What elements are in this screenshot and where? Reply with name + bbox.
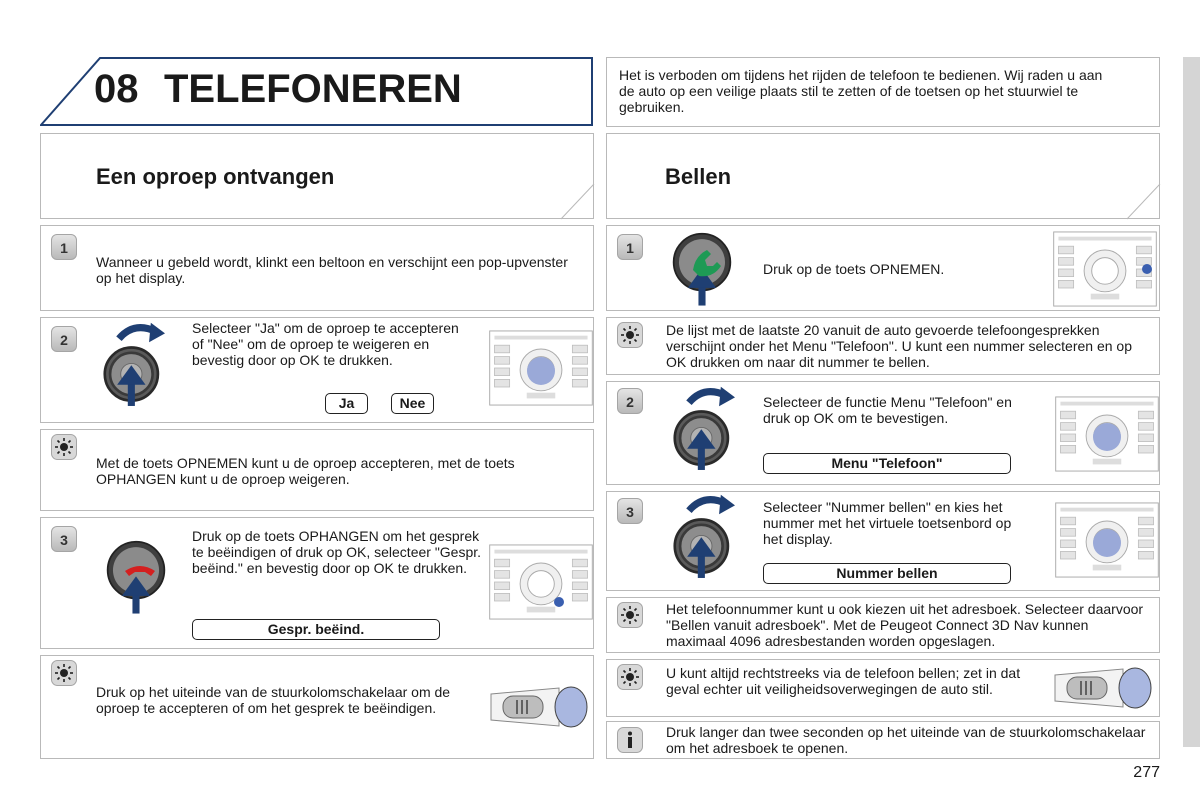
- radio-panel-icon: [1053, 396, 1161, 472]
- right-tip3-box: [606, 659, 1160, 717]
- tip-bulb-icon: [617, 602, 643, 628]
- yes-button[interactable]: Ja: [325, 393, 368, 414]
- step-badge-3: 3: [617, 498, 643, 524]
- right-step1-box: [606, 225, 1160, 311]
- answer-button-icon: [671, 228, 733, 314]
- step-badge-2: 2: [51, 326, 77, 352]
- left-tip2-text: Druk op het uiteinde van de stuurkolomschakelaar om de oproep te accepteren of om het gesprek te beëindigen.: [96, 684, 451, 716]
- left-step2-box: [40, 317, 594, 423]
- no-button[interactable]: Nee: [391, 393, 434, 414]
- info-icon: [617, 727, 643, 753]
- step-badge-1: 1: [617, 234, 643, 260]
- chapter-header: [40, 57, 594, 127]
- radio-panel-icon: [1051, 231, 1159, 307]
- left-tip2-box: [40, 655, 594, 759]
- tip-bulb-icon: [617, 664, 643, 690]
- right-step2-box: [606, 381, 1160, 485]
- radio-panel-icon: [487, 544, 595, 620]
- rotary-knob-icon: [673, 492, 735, 586]
- right-tip1-box: [606, 317, 1160, 375]
- left-step3-text: Druk op de toets OPHANGEN om het gesprek te beëindigen of druk op OK, selecteer "Gespr. beëind." en bevestig door op OK te drukken.: [192, 528, 482, 576]
- right-tip3-text: U kunt altijd rechtstreeks via de telefoon bellen; zet in dat geval echter uit veiligheidsoverwegingen de auto stil.: [666, 665, 1021, 697]
- left-step2-text: Selecteer "Ja" om de oproep te accepteren of "Nee" om de oproep te weigeren en bevestig door op OK te drukken.: [192, 320, 459, 368]
- end-call-button[interactable]: Gespr. beëind.: [192, 619, 440, 640]
- right-tip2-text: Het telefoonnummer kunt u ook kiezen uit het adresboek. Selecteer daarvoor "Bellen vanuit adresboek". Met de Peugeot Connect 3D Nav kunnen maximaal 4096 adresbestanden worden opgeslagen.: [666, 601, 1144, 649]
- step-badge-2: 2: [617, 388, 643, 414]
- radio-panel-icon: [1053, 502, 1161, 578]
- left-step1-text: Wanneer u gebeld wordt, klinkt een beltoon en verschijnt een pop-upvenster op het display.: [96, 254, 568, 286]
- warning-box: [606, 57, 1160, 127]
- left-tip1-text: Met de toets OPNEMEN kunt u de oproep accepteren, met de toets OPHANGEN kunt u de oproep weigeren.: [96, 455, 515, 487]
- section-heading-call: Bellen: [665, 164, 732, 189]
- chapter-number: 08: [94, 67, 139, 111]
- right-step2-text: Selecteer de functie Menu "Telefoon" en druk op OK om te bevestigen.: [763, 394, 1012, 426]
- rotary-knob-icon: [103, 320, 165, 414]
- rotary-knob-icon: [673, 384, 735, 478]
- right-heading-box: [606, 133, 1160, 219]
- right-tip1-text: De lijst met de laatste 20 vanuit de auto gevoerde telefoongesprekken verschijnt onder het Menu "Telefoon". U kunt een nummer selecteren en op OK drukken om naar dit nummer te bellen.: [666, 322, 1132, 370]
- left-step1-box: [40, 225, 594, 311]
- tip-bulb-icon: [617, 322, 643, 348]
- left-heading-box: [40, 133, 594, 219]
- step-badge-3: 3: [51, 526, 77, 552]
- warning-text: Het is verboden om tijdens het rijden de telefoon te bedienen. Wij raden u aan de auto op een veilige plaats stil te zetten of de toetsen op het stuurwiel te gebruiken.: [619, 67, 1103, 115]
- right-step3-text: Selecteer "Nummer bellen" en kies het nummer met het virtuele toetsenbord op het display.: [763, 499, 1012, 547]
- right-info-box: [606, 721, 1160, 759]
- right-tip2-box: [606, 597, 1160, 653]
- chapter-title: TELEFONEREN: [164, 67, 462, 111]
- dial-number-button[interactable]: Nummer bellen: [763, 563, 1011, 584]
- tip-bulb-icon: [51, 434, 77, 460]
- steering-stalk-icon: [1053, 663, 1153, 713]
- phone-menu-button[interactable]: Menu "Telefoon": [763, 453, 1011, 474]
- left-step3-box: [40, 517, 594, 649]
- left-tip1-box: [40, 429, 594, 511]
- page-number: 277: [1133, 764, 1160, 781]
- chapter-side-tab: [1183, 57, 1200, 747]
- steering-stalk-icon: [489, 682, 589, 732]
- right-info-text: Druk langer dan twee seconden op het uiteinde van de stuurkolomschakelaar om het adresboek te openen.: [666, 724, 1146, 756]
- right-step1-text: Druk op de toets OPNEMEN.: [763, 261, 945, 277]
- tip-bulb-icon: [51, 660, 77, 686]
- hangup-button-icon: [105, 536, 167, 622]
- step-badge-1: 1: [51, 234, 77, 260]
- radio-panel-icon: [487, 330, 595, 406]
- section-heading-receive: Een oproep ontvangen: [96, 164, 335, 189]
- right-step3-box: [606, 491, 1160, 591]
